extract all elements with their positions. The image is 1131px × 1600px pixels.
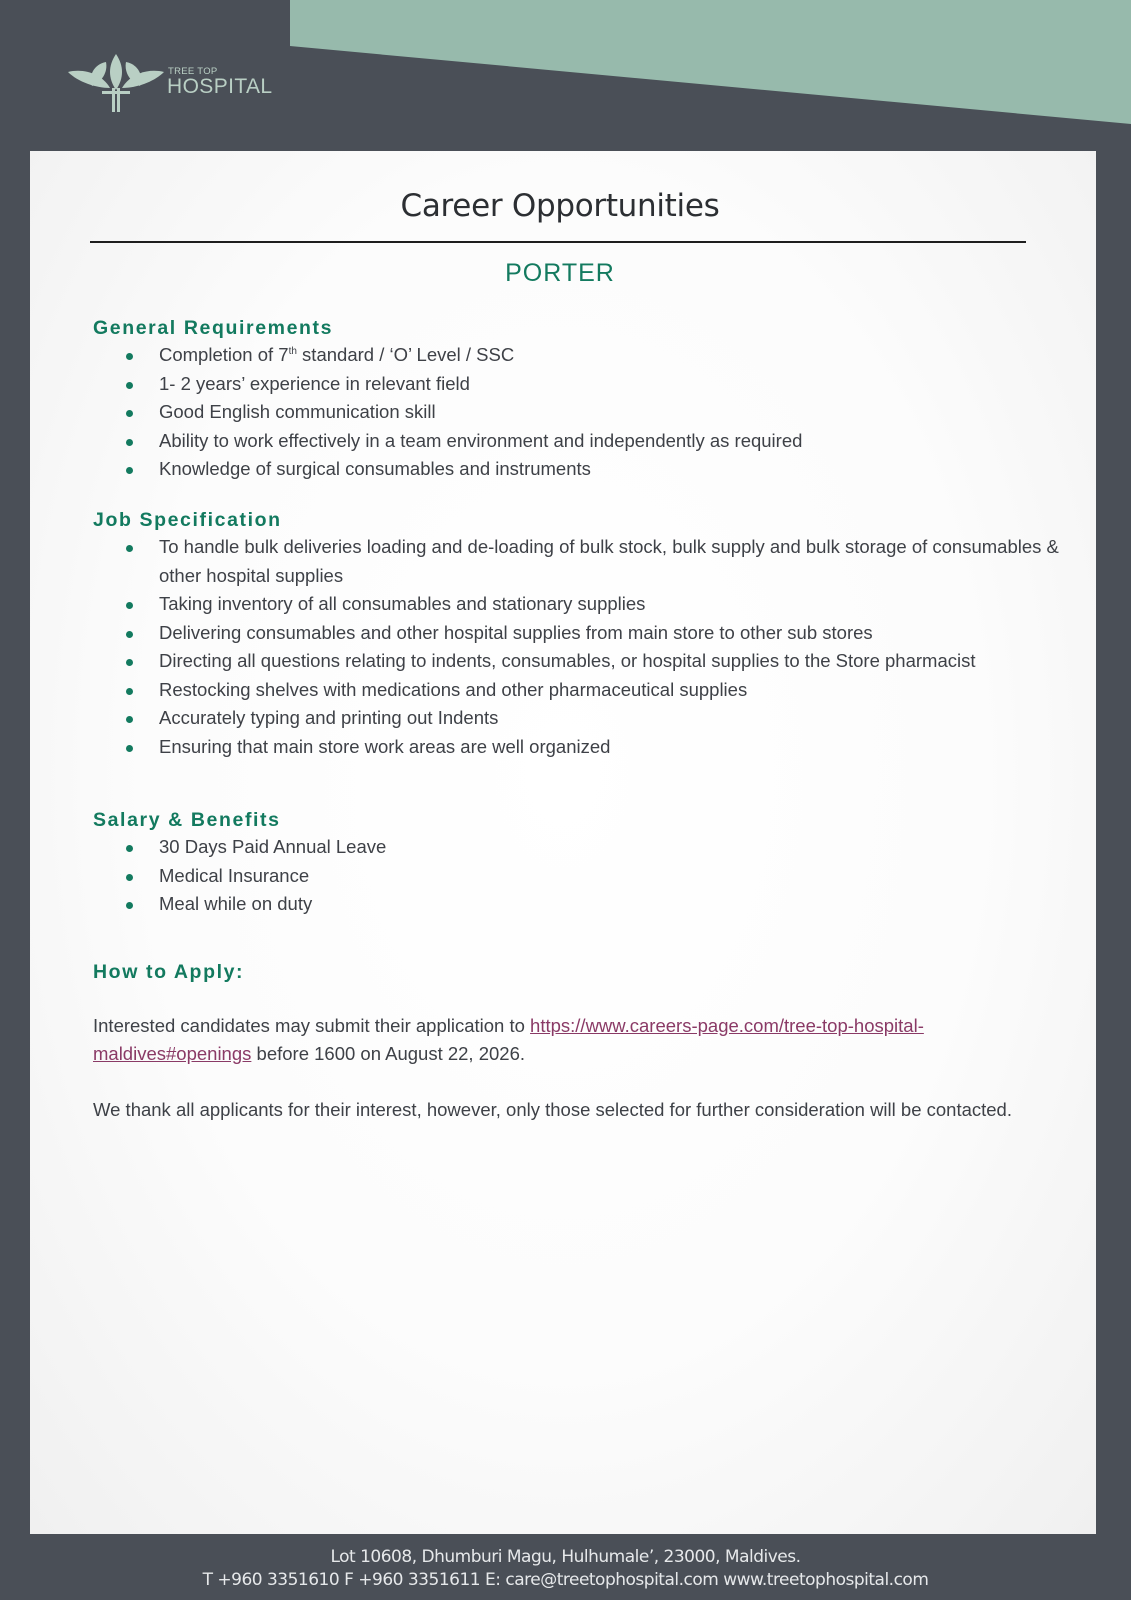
list-item <box>60 890 1063 919</box>
apply-instructions <box>93 1012 1068 1068</box>
list-item <box>60 398 1063 427</box>
list-item-text: Ability to work effectively in a team environment and independently as required <box>159 429 803 451</box>
bullet-icon <box>126 631 133 638</box>
document-sheet <box>30 151 1096 1534</box>
bullet-icon <box>126 902 133 909</box>
list-item-text: Directing all questions relating to indents, consumables, or hospital supplies to the Store pharmacist <box>159 650 976 671</box>
footer-contact: T +960 3351610 F +960 3351611 E: care@treetophospital.com www.treetophospital.com <box>202 1570 929 1590</box>
list-item-text: standard / ‘O’ Level / SSC <box>296 344 515 365</box>
section-heading-salary-benefits: Salary & Benefits <box>93 809 281 831</box>
list-item <box>60 341 1063 370</box>
list-item-text: Meal while on duty <box>159 893 313 914</box>
closing-note: We thank all applicants for their interest, however, only those selected for further consideration will be contacted. <box>93 1099 1012 1120</box>
superscript-text: th <box>288 345 297 357</box>
list-item-text: Taking inventory of all consumables and stationary supplies <box>159 593 646 614</box>
title-divider <box>90 241 1026 243</box>
careers-link[interactable]: https://www.careers-page.com/tree-top-hospital-maldives#openings <box>93 1015 924 1064</box>
bullet-icon <box>126 382 133 389</box>
list-item <box>60 733 1063 762</box>
list-item-text: Knowledge of surgical consumables and instruments <box>159 458 591 479</box>
job-specification-list <box>93 533 1063 761</box>
list-item-text: Completion of 7 <box>159 344 289 365</box>
salary-benefits-section <box>93 807 1063 919</box>
bullet-icon <box>126 602 133 609</box>
how-to-apply-section <box>93 959 1063 985</box>
apply-text: Interested candidates may submit their application to <box>93 1015 531 1036</box>
bullet-icon <box>126 874 133 881</box>
bullet-icon <box>126 716 133 723</box>
bullet-icon <box>126 410 133 417</box>
bullet-icon <box>126 745 133 752</box>
list-item-text: Good English communication skill <box>159 401 436 422</box>
footer <box>0 1546 1131 1592</box>
footer-address: Lot 10608, Dhumburi Magu, Hulhumale’, 23000, Maldives. <box>330 1547 801 1567</box>
job-title: PORTER <box>505 259 615 287</box>
bullet-icon <box>126 845 133 852</box>
list-item-text: Delivering consumables and other hospital supplies from main store to other sub stores <box>159 621 873 643</box>
apply-deadline-text: before 1600 on August 22, 2026. <box>251 1043 526 1064</box>
salary-benefits-list <box>93 833 1063 919</box>
list-item <box>60 370 1063 399</box>
bullet-icon <box>126 688 133 695</box>
list-item <box>60 704 1063 733</box>
list-item <box>60 455 1063 484</box>
list-item <box>60 833 1063 862</box>
list-item-text: To handle bulk deliveries loading and de-loading of bulk stock, bulk supply and bulk storage of consumables & other hospital supplies <box>159 536 1059 586</box>
job-specification-section <box>93 507 1063 761</box>
list-item-text: Medical Insurance <box>159 864 310 886</box>
section-heading-how-to-apply: How to Apply: <box>93 961 245 983</box>
section-heading-job-specification: Job Specification <box>93 509 282 531</box>
list-item <box>60 647 1063 676</box>
list-item <box>60 676 1063 705</box>
list-item-text: 1- 2 years’ experience in relevant field <box>159 372 470 394</box>
bullet-icon <box>126 545 133 552</box>
section-heading-general-requirements: General Requirements <box>93 317 334 339</box>
list-item <box>60 590 1063 619</box>
header-band <box>0 0 1131 152</box>
list-item <box>60 427 1063 456</box>
list-item <box>60 619 1063 648</box>
list-item-text: Accurately typing and printing out Indents <box>159 707 499 728</box>
list-item <box>60 862 1063 891</box>
general-requirements-list <box>93 341 1063 484</box>
logo-small-text: TREE TOP <box>168 66 218 77</box>
bullet-icon <box>126 467 133 474</box>
logo-big-text: HOSPITAL <box>167 75 273 98</box>
bullet-icon <box>126 439 133 446</box>
list-item-text: 30 Days Paid Annual Leave <box>159 836 387 857</box>
tree-leaves-icon <box>66 44 166 114</box>
page-title: Career Opportunities <box>400 188 720 224</box>
bullet-icon <box>126 659 133 666</box>
list-item-text: Ensuring that main store work areas are well organized <box>159 735 611 757</box>
bullet-icon <box>126 353 133 360</box>
list-item-text: Restocking shelves with medications and other pharmaceutical supplies <box>159 678 748 700</box>
hospital-logo <box>66 44 286 114</box>
general-requirements-section <box>93 315 1063 484</box>
list-item <box>60 533 1063 590</box>
